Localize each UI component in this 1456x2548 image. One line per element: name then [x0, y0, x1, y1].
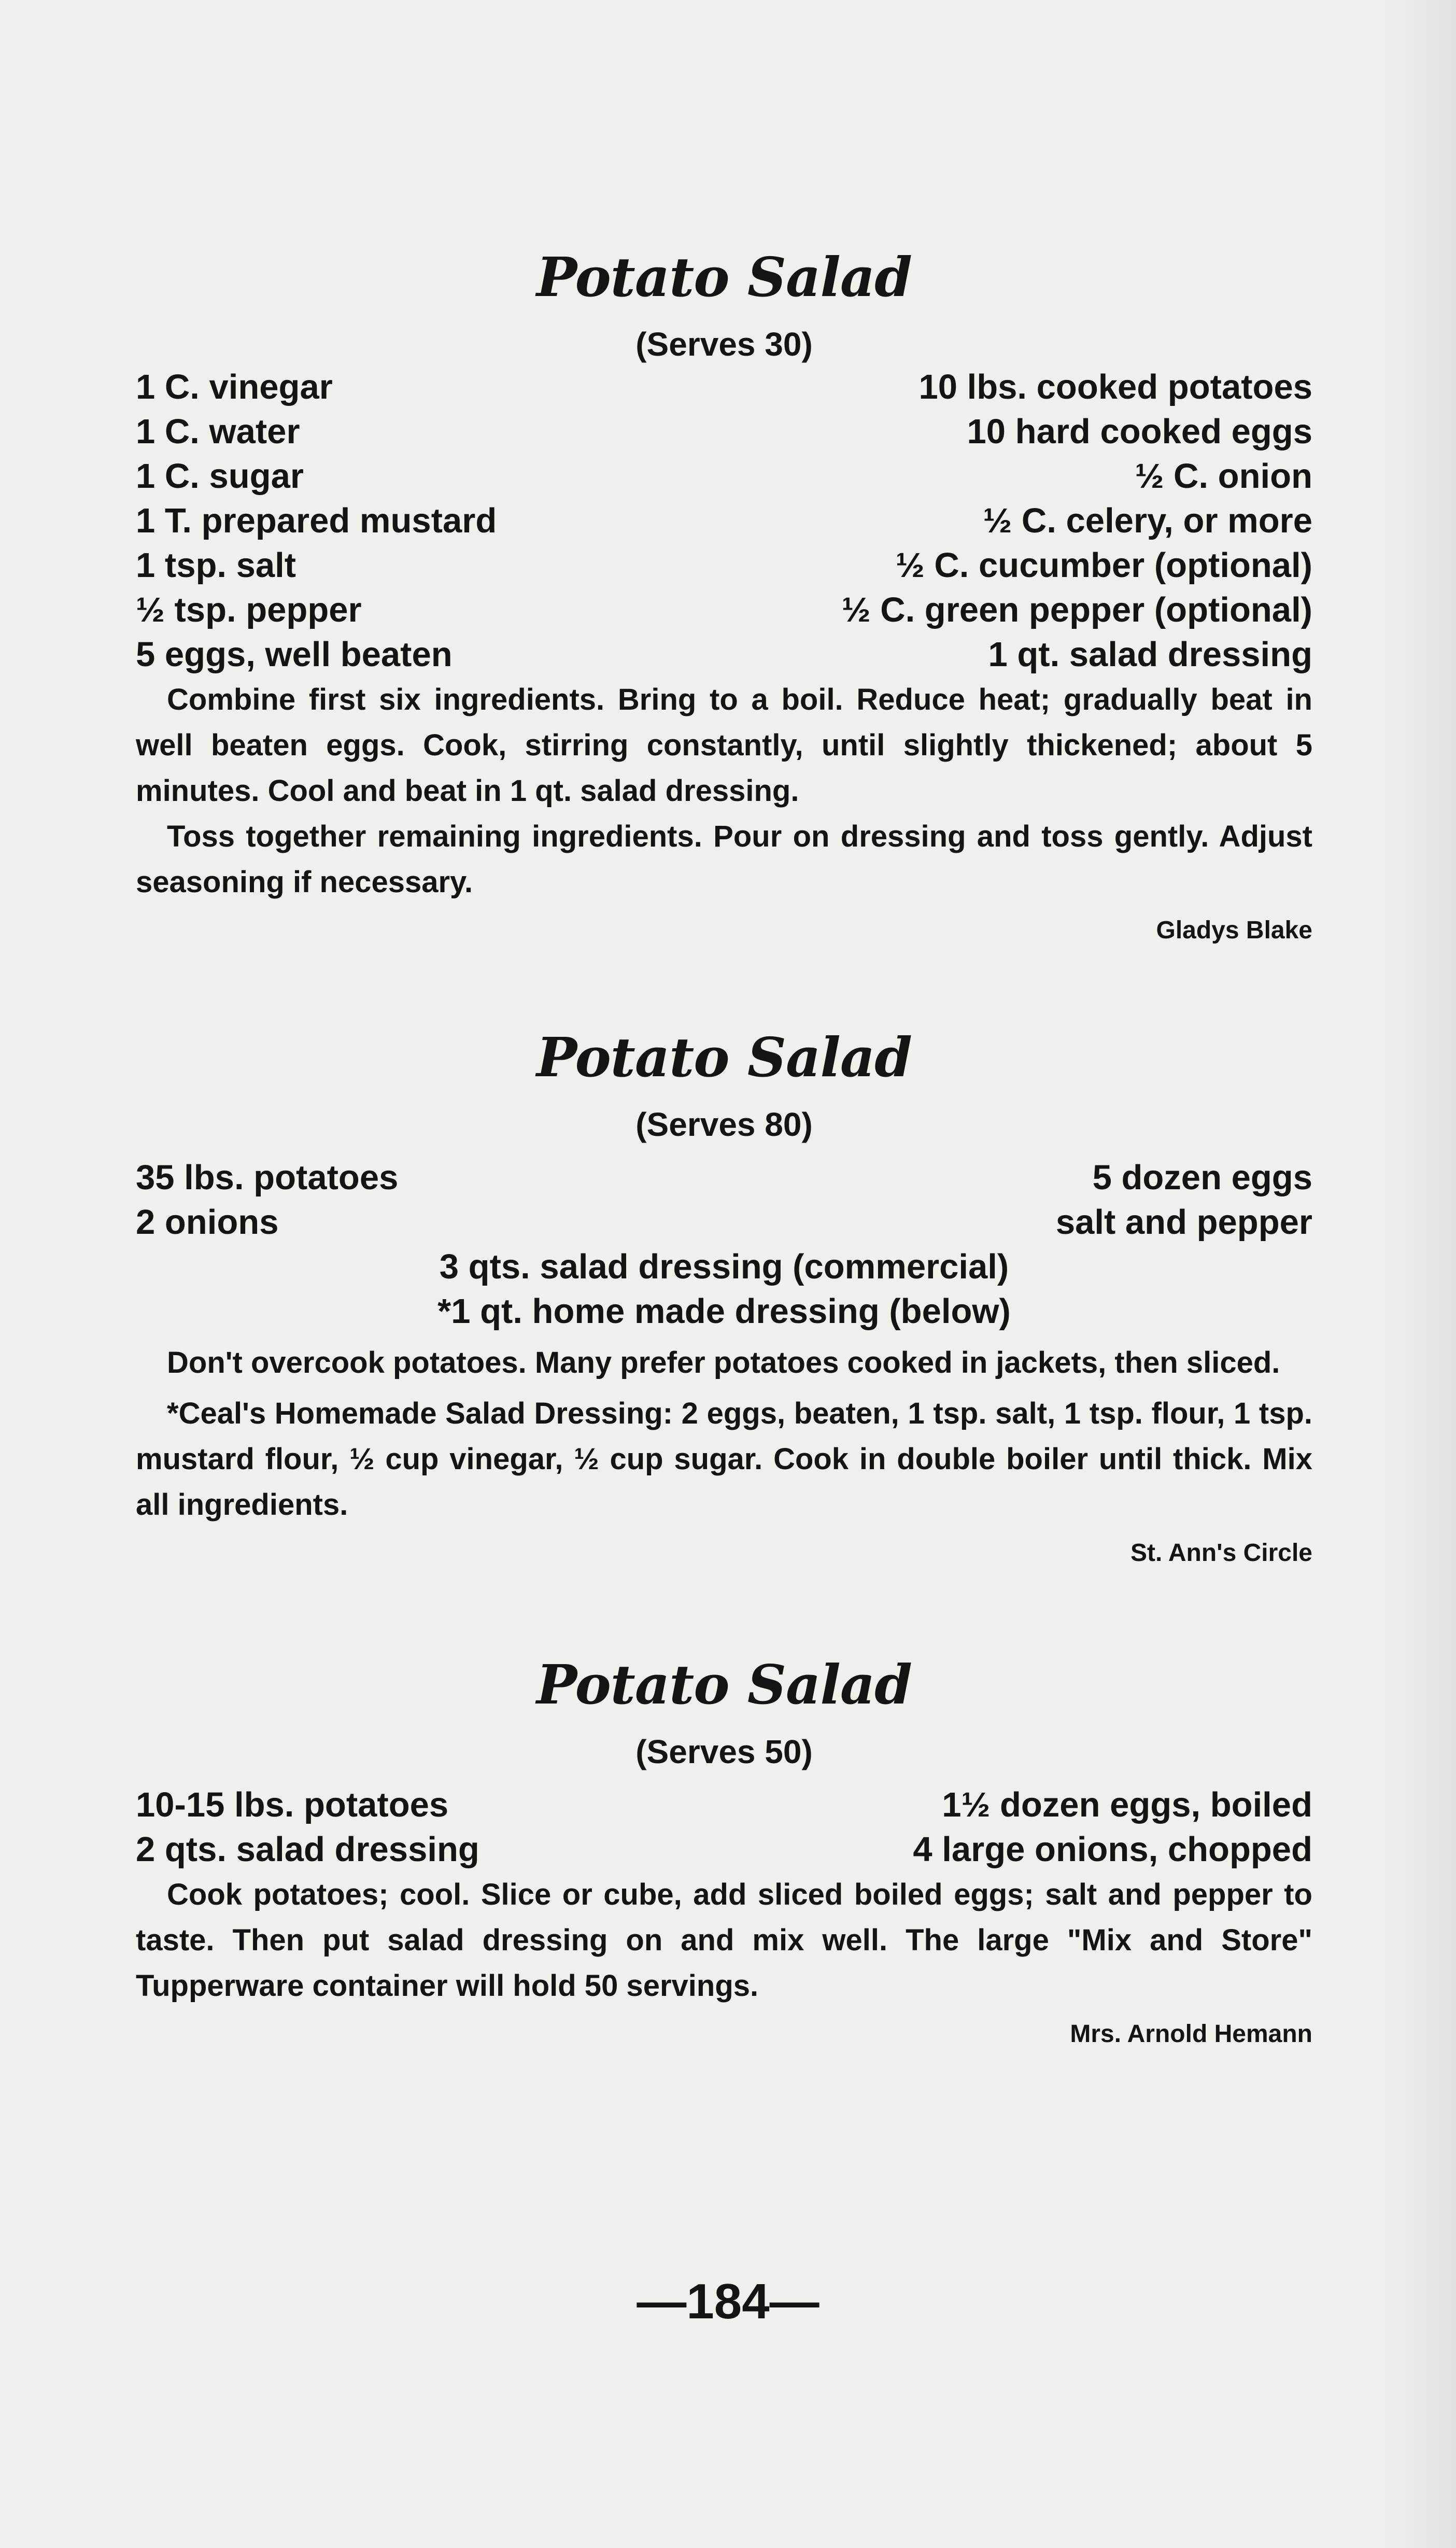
- ingredient-column-right: [842, 365, 1312, 677]
- ingredient: 1 T. prepared mustard: [136, 501, 497, 540]
- ingredient: 1 C. sugar: [136, 457, 304, 496]
- ingredient-center-lines: [136, 1245, 1312, 1334]
- recipe-directions: Toss together remaining ingredients. Pour on dressing and toss gently. Adjust seasoning if necessary.: [136, 820, 1312, 899]
- ingredient: 1 C. vinegar: [136, 368, 333, 406]
- ingredient: ½ C. celery, or more: [983, 501, 1312, 540]
- ingredient-list: [136, 1156, 1312, 1245]
- ingredient: 35 lbs. potatoes: [136, 1158, 399, 1197]
- recipe-serves: (Serves 30): [635, 326, 813, 363]
- ingredient: ½ C. cucumber (optional): [895, 546, 1312, 585]
- ingredient-column-right: [913, 1783, 1312, 1872]
- recipe-potato-salad-serves-30: [136, 244, 1312, 949]
- ingredient-column-left: [136, 1156, 398, 1245]
- recipe-potato-salad-serves-50: [136, 1651, 1312, 2052]
- ingredient-list: [136, 1783, 1312, 1872]
- recipe-potato-salad-serves-80: [136, 1024, 1312, 1571]
- recipe-credit: Mrs. Arnold Hemann: [1070, 2020, 1312, 2048]
- ingredient-list: [136, 365, 1312, 677]
- recipe-directions: Don't overcook potatoes. Many prefer potatoes cooked in jackets, then sliced.: [167, 1346, 1280, 1379]
- ingredient-column-right: [1056, 1156, 1312, 1245]
- recipe-credit: St. Ann's Circle: [1130, 1539, 1312, 1567]
- recipe-directions: *Ceal's Homemade Salad Dressing: 2 eggs, beaten, 1 tsp. salt, 1 tsp. flour, 1 tsp. mustard flour, ½ cup vinegar, ½ cup sugar. Cook in double boiler until thick. Mix all ingredients.: [136, 1397, 1312, 1522]
- page-gutter-shadow: [1383, 0, 1456, 2548]
- ingredient: 3 qts. salad dressing (commercial): [439, 1247, 1009, 1286]
- recipe-directions: Cook potatoes; cool. Slice or cube, add sliced boiled eggs; salt and pepper to taste. Then put salad dressing on and mix well. The large "Mix and Store" Tupperware container will hold 50 servings.: [136, 1878, 1312, 2003]
- ingredient: 10-15 lbs. potatoes: [136, 1785, 449, 1824]
- ingredient: ½ C. green pepper (optional): [841, 590, 1312, 629]
- page-number: —184—: [637, 2274, 819, 2329]
- ingredient: *1 qt. home made dressing (below): [437, 1292, 1011, 1331]
- recipe-serves: (Serves 80): [635, 1106, 813, 1143]
- recipe-title: Potato Salad: [536, 245, 912, 309]
- recipe-serves: (Serves 50): [635, 1733, 813, 1770]
- ingredient: 5 eggs, well beaten: [136, 635, 453, 674]
- ingredient: 2 onions: [136, 1203, 279, 1242]
- ingredient-column-left: [136, 1783, 479, 1872]
- ingredient: 1 qt. salad dressing: [988, 635, 1312, 674]
- ingredient: ½ tsp. pepper: [136, 590, 362, 629]
- recipe-title: Potato Salad: [536, 1025, 912, 1089]
- recipe-directions: Combine first six ingredients. Bring to a boil. Reduce heat; gradually beat in well beaten eggs. Cook, stirring constantly, until slightly thickened; about 5 minutes. Cool and beat in 1 qt. salad dressing.: [136, 683, 1312, 808]
- ingredient: salt and pepper: [1055, 1203, 1312, 1242]
- ingredient: 10 lbs. cooked potatoes: [918, 368, 1312, 406]
- ingredient: ½ C. onion: [1135, 457, 1312, 496]
- ingredient: 4 large onions, chopped: [913, 1830, 1312, 1869]
- ingredient: 10 hard cooked eggs: [967, 412, 1312, 451]
- recipe-title: Potato Salad: [536, 1653, 912, 1716]
- ingredient: 1 C. water: [136, 412, 300, 451]
- recipe-credit: Gladys Blake: [1156, 917, 1312, 944]
- ingredient-column-left: [136, 365, 497, 677]
- ingredient: 5 dozen eggs: [1092, 1158, 1312, 1197]
- ingredient: 2 qts. salad dressing: [136, 1830, 479, 1869]
- ingredient: 1 tsp. salt: [136, 546, 296, 585]
- ingredient: 1½ dozen eggs, boiled: [942, 1785, 1312, 1824]
